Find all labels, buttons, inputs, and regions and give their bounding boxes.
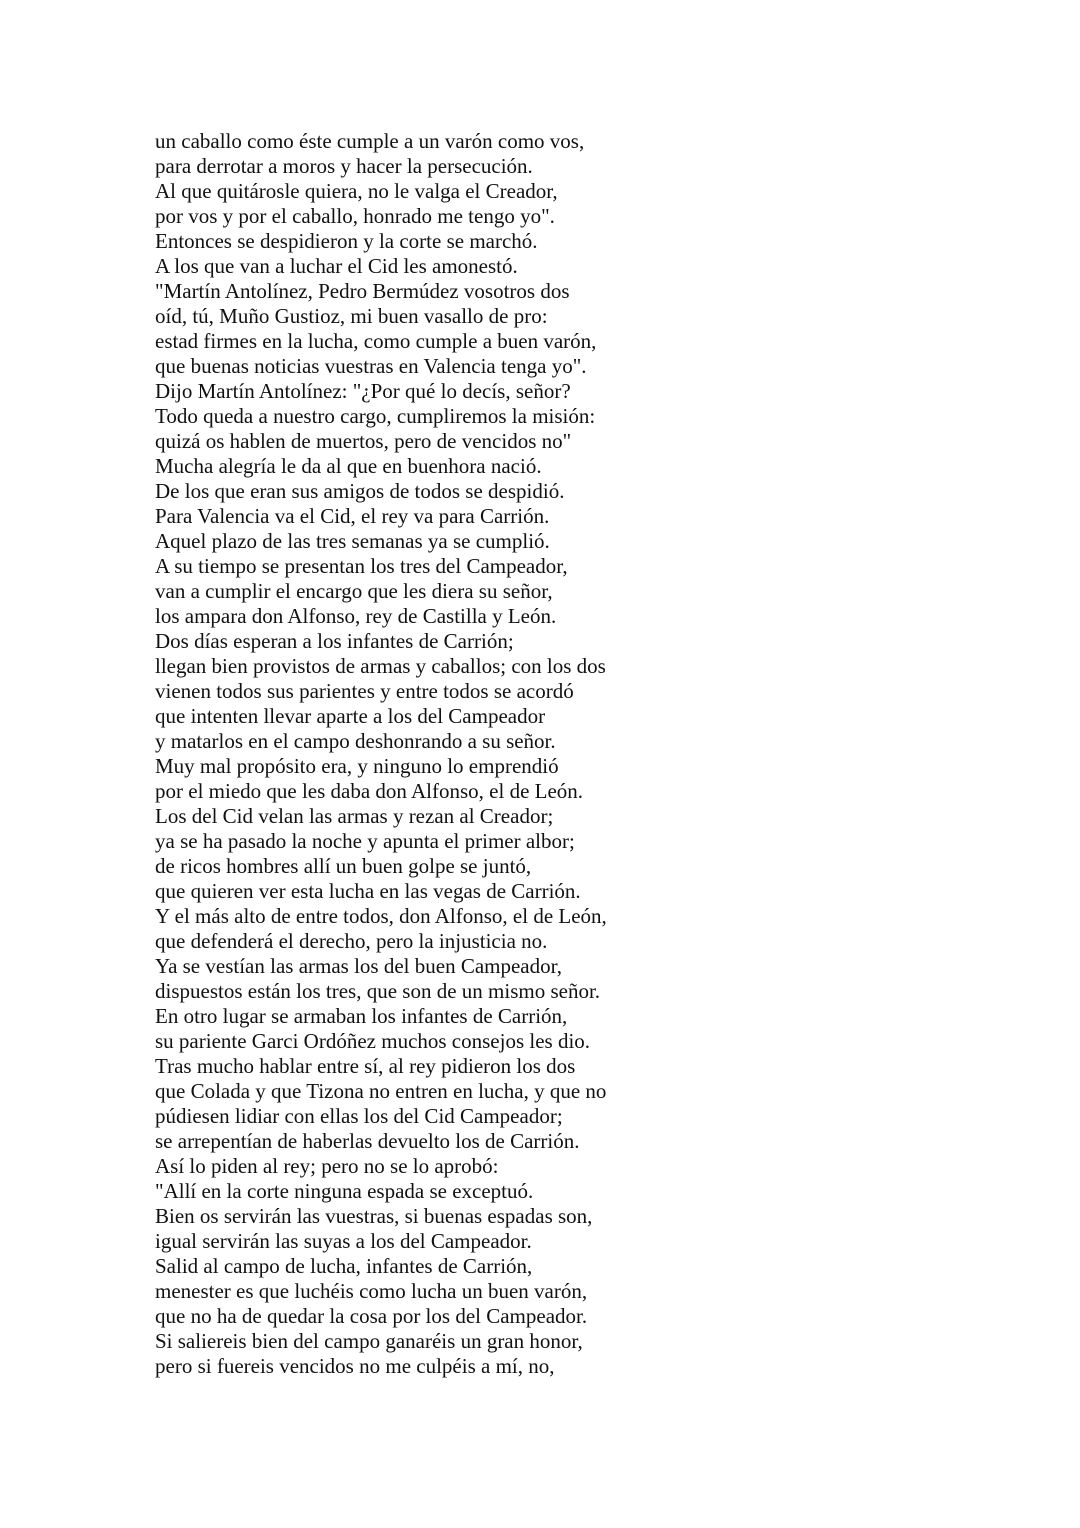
verse-line: que intenten llevar aparte a los del Campeador: [155, 704, 546, 728]
verse-line: dispuestos están los tres, que son de un mismo señor.: [155, 979, 601, 1003]
verse-line: Al que quitárosle quiera, no le valga el Creador,: [155, 179, 558, 203]
verse-line: por vos y por el caballo, honrado me tengo yo".: [155, 204, 555, 228]
verse-line: de ricos hombres allí un buen golpe se juntó,: [155, 854, 532, 878]
verse-line: van a cumplir el encargo que les diera su señor,: [155, 579, 553, 603]
verse-line: su pariente Garci Ordóñez muchos consejos les dio.: [155, 1029, 591, 1053]
verse-line: para derrotar a moros y hacer la persecución.: [155, 154, 533, 178]
verse-line: Ya se vestían las armas los del buen Campeador,: [155, 954, 563, 978]
verse-line: Todo queda a nuestro cargo, cumpliremos la misión:: [155, 404, 596, 428]
verse-line: que quieren ver esta lucha en las vegas de Carrión.: [155, 879, 581, 903]
verse-line: por el miedo que les daba don Alfonso, el de León.: [155, 779, 584, 803]
verse-line: ya se ha pasado la noche y apunta el primer albor;: [155, 829, 575, 853]
verse-line: Y el más alto de entre todos, don Alfonso, el de León,: [155, 904, 607, 928]
verse-line: "Allí en la corte ninguna espada se exceptuó.: [155, 1179, 534, 1203]
poem-text-block: [155, 129, 607, 1379]
verse-line: vienen todos sus parientes y entre todos se acordó: [155, 679, 574, 703]
verse-line: y matarlos en el campo deshonrando a su señor.: [155, 729, 556, 753]
verse-line: A los que van a luchar el Cid les amonestó.: [155, 254, 518, 278]
verse-line: "Martín Antolínez, Pedro Bermúdez vosotros dos: [155, 279, 570, 303]
verse-line: que no ha de quedar la cosa por los del Campeador.: [155, 1304, 588, 1328]
verse-line: que buenas noticias vuestras en Valencia tenga yo".: [155, 354, 587, 378]
verse-line: Muy mal propósito era, y ninguno lo emprendió: [155, 754, 559, 778]
verse-line: Salid al campo de lucha, infantes de Carrión,: [155, 1254, 533, 1278]
verse-line: Así lo piden al rey; pero no se lo aprobó:: [155, 1154, 499, 1178]
verse-line: Dijo Martín Antolínez: "¿Por qué lo decís, señor?: [155, 379, 571, 403]
verse-line: quizá os hablen de muertos, pero de vencidos no": [155, 429, 572, 453]
verse-line: igual servirán las suyas a los del Campeador.: [155, 1229, 532, 1253]
verse-line: En otro lugar se armaban los infantes de Carrión,: [155, 1004, 568, 1028]
verse-line: un caballo como éste cumple a un varón como vos,: [155, 129, 585, 153]
verse-line: De los que eran sus amigos de todos se despidió.: [155, 479, 565, 503]
verse-line: Si saliereis bien del campo ganaréis un gran honor,: [155, 1329, 583, 1353]
verse-line: Bien os servirán las vuestras, si buenas espadas son,: [155, 1204, 593, 1228]
verse-line: se arrepentían de haberlas devuelto los de Carrión.: [155, 1129, 580, 1153]
verse-line: oíd, tú, Muño Gustioz, mi buen vasallo de pro:: [155, 304, 548, 328]
verse-line: los ampara don Alfonso, rey de Castilla y León.: [155, 604, 557, 628]
verse-line: pero si fuereis vencidos no me culpéis a mí, no,: [155, 1354, 555, 1378]
verse-line: Aquel plazo de las tres semanas ya se cumplió.: [155, 529, 550, 553]
verse-line: Los del Cid velan las armas y rezan al Creador;: [155, 804, 554, 828]
verse-line: que Colada y que Tizona no entren en lucha, y que no: [155, 1079, 607, 1103]
verse-line: Dos días esperan a los infantes de Carrión;: [155, 629, 514, 653]
verse-line: menester es que luchéis como lucha un buen varón,: [155, 1279, 588, 1303]
verse-line: estad firmes en la lucha, como cumple a buen varón,: [155, 329, 597, 353]
verse-line: Entonces se despidieron y la corte se marchó.: [155, 229, 538, 253]
verse-line: Para Valencia va el Cid, el rey va para Carrión.: [155, 504, 550, 528]
verse-line: llegan bien provistos de armas y caballos; con los dos: [155, 654, 606, 678]
verse-line: Mucha alegría le da al que en buenhora nació.: [155, 454, 542, 478]
verse-line: púdiesen lidiar con ellas los del Cid Campeador;: [155, 1104, 563, 1128]
verse-line: A su tiempo se presentan los tres del Campeador,: [155, 554, 568, 578]
verse-line: Tras mucho hablar entre sí, al rey pidieron los dos: [155, 1054, 576, 1078]
verse-line: que defenderá el derecho, pero la injusticia no.: [155, 929, 548, 953]
